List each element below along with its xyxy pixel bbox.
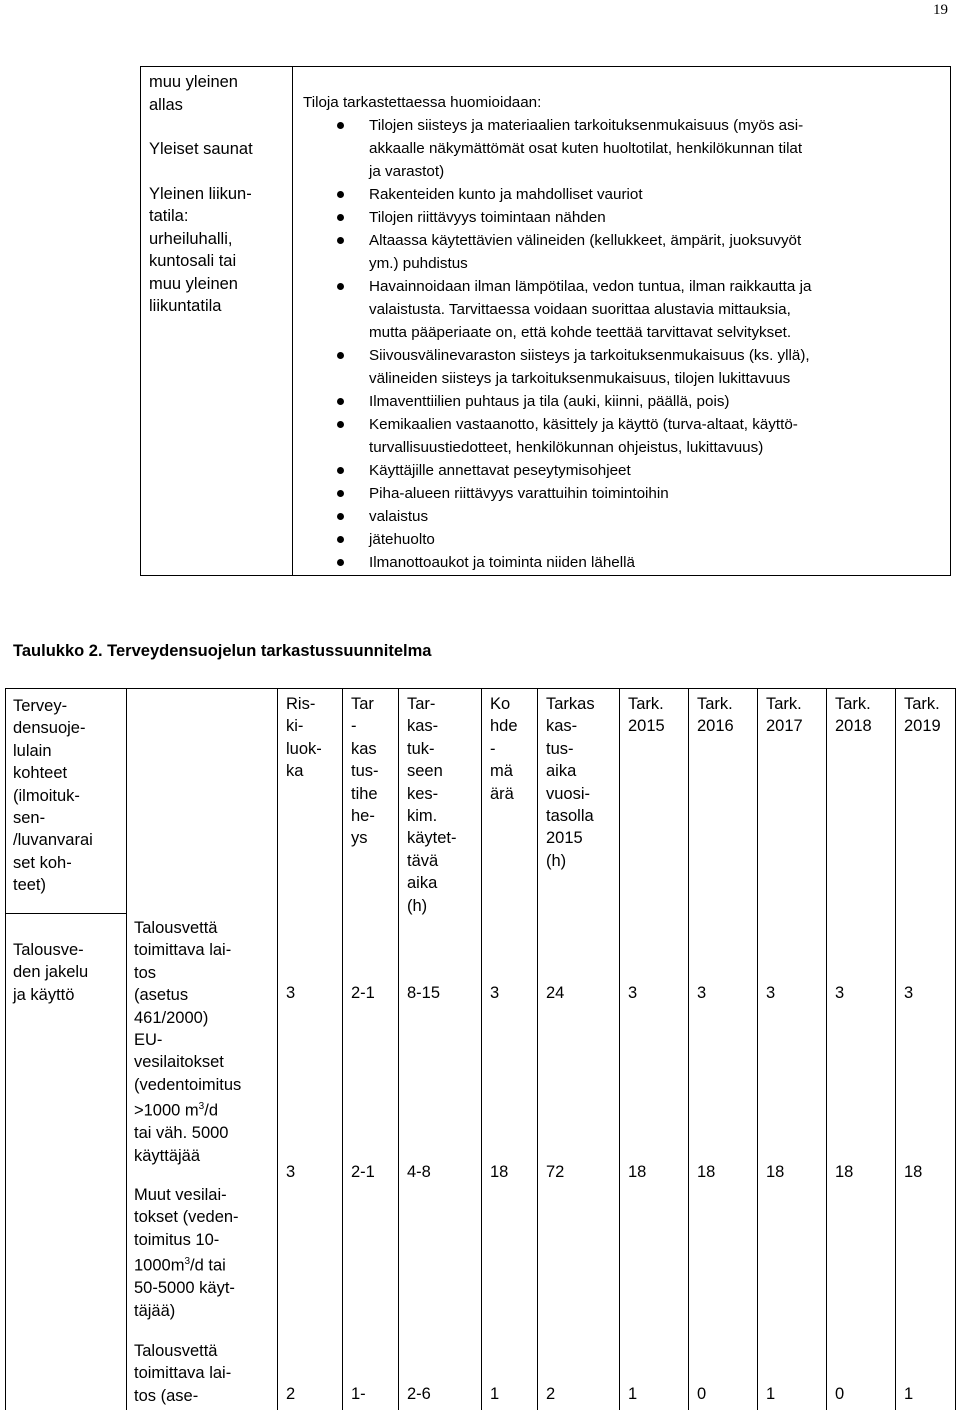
inspection-plan-table xyxy=(5,688,956,1410)
list-item: Tilojen riittävyys toimintaan nähden xyxy=(303,206,942,229)
bullet-icon xyxy=(337,191,344,198)
cell-year-2018: 18 xyxy=(835,1163,854,1181)
bullet-icon xyxy=(337,536,344,543)
cell-year-2019: 18 xyxy=(904,1163,923,1181)
column-divider xyxy=(342,689,343,1410)
cell-year-2015: 3 xyxy=(628,984,638,1002)
bullet-icon xyxy=(337,421,344,428)
header-year: Tark. 2019 xyxy=(904,695,941,736)
column-divider xyxy=(537,689,538,1410)
list-item: Rakenteiden kunto ja mahdolliset vauriot xyxy=(303,183,942,206)
header-frequency: Tar - kas tus- tihe he- ys xyxy=(351,695,379,848)
bullet-icon xyxy=(337,283,344,290)
cell-year-2018: 3 xyxy=(835,984,845,1002)
header-avg-time: Tar- kas- tuk- seen kes- kim. käytet- tävä aika (h) xyxy=(407,695,457,915)
cell-year-2015: 18 xyxy=(628,1163,647,1181)
bullet-icon xyxy=(337,237,344,244)
row-description: Talousvettä toimittava lai- tos (asetus 461/2000) EU- vesilaitokset (vedentoimitus >1000 $m^3/d$ tai väh. 5000 käyttäjää xyxy=(134,919,242,1165)
cell-risk-class: 3 xyxy=(286,984,296,1002)
cell-year-2019: 1 xyxy=(904,1385,914,1403)
list-item: Ilmanottoaukot ja toiminta niiden lähellä xyxy=(303,551,942,574)
left-cell-line-3: Yleinen liikun- tatila: urheiluhalli, kuntosali tai muu yleinen liikuntatila xyxy=(149,184,252,315)
bullet-icon xyxy=(337,559,344,566)
cell-year-2017: 3 xyxy=(766,984,776,1002)
header-year: Tark. 2015 xyxy=(628,695,665,736)
column-divider xyxy=(757,689,758,1410)
row-description: Muut vesilai- tokset (veden- toimitus 10- $1000m^3/d$ tai 50-5000 käyt- täjää) xyxy=(134,1186,239,1320)
list-item: Piha-alueen riittävyys varattuihin toimintoihin xyxy=(303,482,942,505)
cell-avg-time: 2-6 xyxy=(407,1385,431,1403)
cell-annual-time: 24 xyxy=(546,984,565,1002)
cell-year-2019: 3 xyxy=(904,984,914,1002)
cell-annual-time: 2 xyxy=(546,1385,556,1403)
cell-frequency: 2-1 xyxy=(351,1163,375,1181)
list-item: Siivousvälinevaraston siisteys ja tarkoituksenmukaisuus (ks. yllä), välineiden siisteys ja tarkoituksenmukaisuus, tilojen lukittavuus xyxy=(303,344,942,390)
list-item: Käyttäjille annettavat peseytymisohjeet xyxy=(303,459,942,482)
section-label: Talousve- den jakelu ja käyttö xyxy=(13,941,89,1004)
left-cell-line-1: muu yleinen allas xyxy=(149,73,238,114)
top-table xyxy=(140,66,951,576)
cell-year-2017: 18 xyxy=(766,1163,785,1181)
cell-frequency: 1- xyxy=(351,1385,366,1403)
bullet-icon xyxy=(337,214,344,221)
list-item: Kemikaalien vastaanotto, käsittely ja käyttö (turva-altaat, käyttö- turvallisuustiedotteet, henkilökunnan ohjeistus, lukittavuus) xyxy=(303,413,942,459)
bullet-icon xyxy=(337,467,344,474)
list-item: valaistus xyxy=(303,505,942,528)
row-description: Talousvettä toimittava lai- tos (ase- xyxy=(134,1342,232,1405)
cell-year-2015: 1 xyxy=(628,1385,638,1403)
bullet-icon xyxy=(337,490,344,497)
row-divider xyxy=(6,913,126,914)
cell-quantity: 1 xyxy=(490,1385,500,1403)
header-annual-time: Tarkas kas- tus- aika vuosi- tasolla 2015 (h) xyxy=(546,695,595,870)
bullet-icon xyxy=(337,122,344,129)
column-divider xyxy=(398,689,399,1410)
bullet-icon xyxy=(337,352,344,359)
cell-year-2018: 0 xyxy=(835,1385,845,1403)
column-divider xyxy=(826,689,827,1410)
cell-avg-time: 4-8 xyxy=(407,1163,431,1181)
list-item: Altaassa käytettävien välineiden (kellukkeet, ämpärit, juoksuvyöt ym.) puhdistus xyxy=(303,229,942,275)
table-caption: Taulukko 2. Terveydensuojelun tarkastussuunnitelma xyxy=(13,642,432,660)
column-divider xyxy=(895,689,896,1410)
header-risk-class: Ris- ki- luok- ka xyxy=(286,695,322,781)
cell-year-2017: 1 xyxy=(766,1385,776,1403)
column-divider xyxy=(481,689,482,1410)
list-item: jätehuolto xyxy=(303,528,942,551)
intro-text: Tiloja tarkastettaessa huomioidaan: xyxy=(303,94,542,111)
cell-avg-time: 8-15 xyxy=(407,984,441,1002)
cell-quantity: 3 xyxy=(490,984,500,1002)
header-year: Tark. 2017 xyxy=(766,695,803,736)
cell-annual-time: 72 xyxy=(546,1163,565,1181)
list-item: Havainnoidaan ilman lämpötilaa, vedon tuntua, ilman raikkautta ja valaistusta. Tarvittaessa voidaan suorittaa alustavia mittauksia, mutta pääperiaate on, että kohde teettää tarvittavat selvitykset. xyxy=(303,275,942,344)
column-divider xyxy=(688,689,689,1410)
bullet-icon xyxy=(337,513,344,520)
cell-quantity: 18 xyxy=(490,1163,509,1181)
header-targets: Tervey- densuoje- lulain kohteet (ilmoituk- sen- /luvanvarai set koh- teet) xyxy=(13,697,93,895)
page-number: 19 xyxy=(933,2,948,18)
top-right-cell xyxy=(293,67,950,599)
header-year: Tark. 2016 xyxy=(697,695,734,736)
column-divider xyxy=(126,689,127,1410)
top-left-cell xyxy=(141,67,293,575)
list-item: Ilmaventtiilien puhtaus ja tila (auki, kiinni, päällä, pois) xyxy=(303,390,942,413)
inspection-list xyxy=(303,114,942,574)
cell-frequency: 2-1 xyxy=(351,984,375,1002)
cell-year-2016: 0 xyxy=(697,1385,707,1403)
list-item: Tilojen siisteys ja materiaalien tarkoituksenmukaisuus (myös asi- akkaalle näkymättömät osat kuten huoltotilat, henkilökunnan tilat ja varastot) xyxy=(303,114,942,183)
header-year: Tark. 2018 xyxy=(835,695,872,736)
column-divider xyxy=(277,689,278,1410)
column-divider xyxy=(619,689,620,1410)
cell-risk-class: 2 xyxy=(286,1385,296,1403)
cell-year-2016: 18 xyxy=(697,1163,716,1181)
left-cell-line-2: Yleiset saunat xyxy=(149,140,253,158)
cell-risk-class: 3 xyxy=(286,1163,296,1181)
cell-year-2016: 3 xyxy=(697,984,707,1002)
header-quantity: Ko hde - mä ärä xyxy=(490,695,518,803)
bullet-icon xyxy=(337,398,344,405)
